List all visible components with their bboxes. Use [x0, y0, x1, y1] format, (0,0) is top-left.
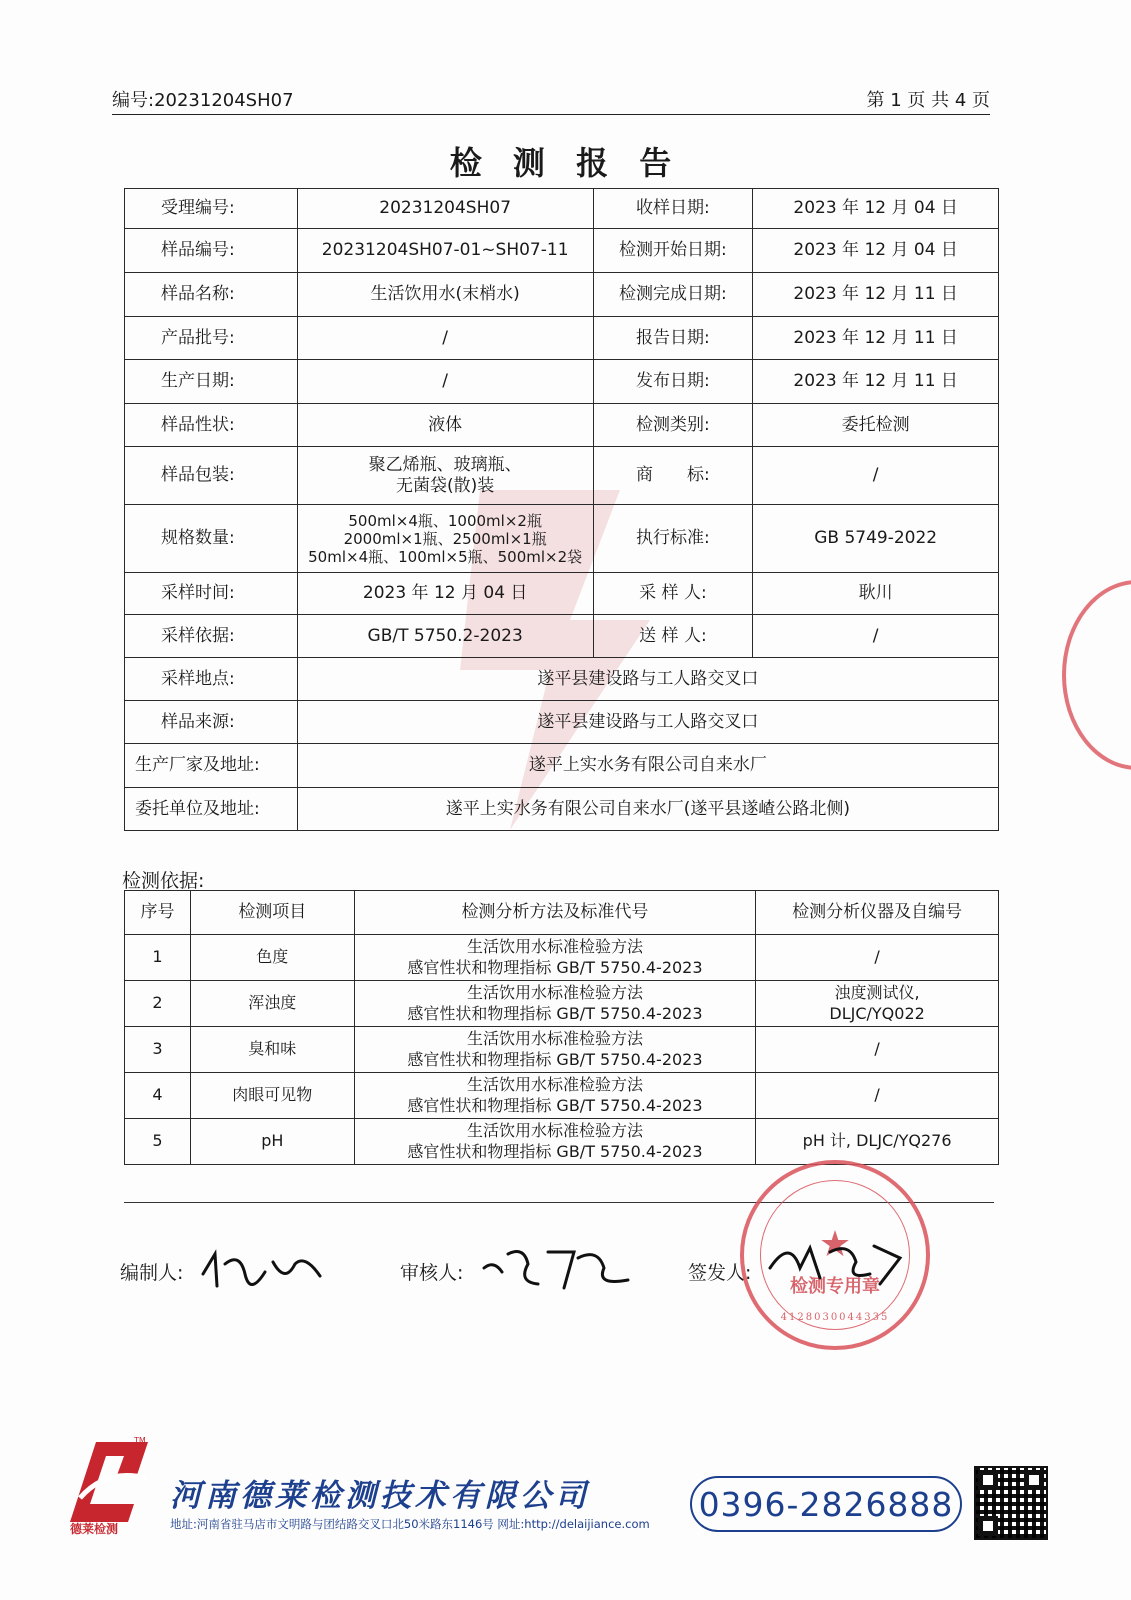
table-row	[125, 404, 999, 447]
reviewer-signature-icon	[478, 1238, 638, 1298]
label-cell: 样品编号:	[125, 229, 298, 273]
value-cell: 生活饮用水(末梢水)	[297, 273, 593, 317]
value-cell: 委托检测	[753, 404, 999, 447]
method-line: 感官性状和物理指标 GB/T 5750.4-2023	[407, 1049, 703, 1069]
value-cell: 液体	[297, 404, 593, 447]
value-cell: 耿川	[753, 573, 999, 615]
label-cell: 检测类别:	[593, 404, 753, 447]
instrument-cell	[756, 981, 999, 1027]
instrument-line: /	[874, 1039, 880, 1059]
table-row	[125, 615, 999, 658]
instrument-cell	[756, 1119, 999, 1165]
company-logo-icon	[66, 1438, 152, 1524]
row-number: 5	[125, 1119, 191, 1165]
column-header: 检测项目	[190, 891, 354, 935]
value-line: 聚乙烯瓶、玻璃瓶、	[368, 455, 522, 476]
value-cell: 2023 年 12 月 04 日	[753, 229, 999, 273]
qr-corner	[978, 1516, 998, 1536]
value-cell	[297, 505, 593, 573]
seal-text: 检测专用章	[790, 1276, 880, 1297]
method-line: 生活饮用水标准检验方法	[466, 936, 643, 956]
value-line: 500ml×4瓶、1000ml×2瓶	[348, 511, 542, 530]
company-name: 河南德莱检测技术有限公司	[170, 1478, 590, 1514]
value-line: 2000ml×1瓶、2500ml×1瓶	[343, 529, 547, 548]
method-line: 生活饮用水标准检验方法	[466, 982, 643, 1002]
value-cell	[297, 447, 593, 505]
table-row	[125, 788, 999, 831]
page-info: 第 1 页 共 4 页	[866, 90, 990, 111]
trademark-mark: TM	[134, 1436, 146, 1445]
logo-label: 德莱检测	[70, 1522, 119, 1536]
value-cell: 遂平县建设路与工人路交叉口	[297, 658, 998, 701]
value-cell: 20231204SH07-01~SH07-11	[297, 229, 593, 273]
label-cell: 送 样 人:	[593, 615, 753, 658]
label-cell: 样品包装:	[125, 447, 298, 505]
method-line: 感官性状和物理指标 GB/T 5750.4-2023	[407, 1003, 703, 1023]
label-cell: 生产厂家及地址:	[125, 744, 298, 788]
issuer-signature-icon	[760, 1228, 910, 1298]
table-row	[125, 360, 999, 404]
method-line: 生活饮用水标准检验方法	[466, 1028, 643, 1048]
label-cell: 样品名称:	[125, 273, 298, 317]
value-line: 无菌袋(散)装	[396, 475, 495, 496]
table-header-row	[125, 891, 999, 935]
value-cell: 遂平上实水务有限公司自来水厂	[297, 744, 998, 788]
row-number: 3	[125, 1027, 191, 1073]
label-cell: 产品批号:	[125, 317, 298, 360]
value-cell: 2023 年 12 月 11 日	[753, 273, 999, 317]
label-cell: 受理编号:	[125, 189, 298, 229]
document-number: 编号:20231204SH07	[112, 90, 294, 111]
sample-info-table	[124, 188, 999, 831]
value-cell: 20231204SH07	[297, 189, 593, 229]
method-cell	[354, 1119, 755, 1165]
editor-signature-icon	[195, 1244, 335, 1294]
instrument-line: pH 计, DLJC/YQ276	[802, 1131, 952, 1151]
value-cell: /	[297, 317, 593, 360]
table-row	[125, 573, 999, 615]
value-cell: GB/T 5750.2-2023	[297, 615, 593, 658]
table-row	[125, 189, 999, 229]
label-cell: 样品性状:	[125, 404, 298, 447]
reviewer-label: 审核人:	[400, 1262, 464, 1284]
label-cell: 采样时间:	[125, 573, 298, 615]
row-number: 4	[125, 1073, 191, 1119]
label-cell: 检测完成日期:	[593, 273, 753, 317]
value-cell: 2023 年 12 月 04 日	[297, 573, 593, 615]
header-divider	[112, 114, 990, 115]
instrument-line: DLJC/YQ022	[829, 1003, 925, 1023]
test-item: 浑浊度	[190, 981, 354, 1027]
table-row	[125, 1027, 999, 1073]
editor-label: 编制人:	[120, 1262, 184, 1284]
column-header: 序号	[125, 891, 191, 935]
table-row	[125, 229, 999, 273]
label-cell: 商 标:	[593, 447, 753, 505]
value-cell: GB 5749-2022	[753, 505, 999, 573]
method-line: 感官性状和物理指标 GB/T 5750.4-2023	[407, 1095, 703, 1115]
table-row	[125, 935, 999, 981]
test-basis-table	[124, 890, 999, 1165]
table-row	[125, 981, 999, 1027]
label-cell: 报告日期:	[593, 317, 753, 360]
value-cell: /	[753, 447, 999, 505]
method-line: 感官性状和物理指标 GB/T 5750.4-2023	[407, 1141, 703, 1161]
seal-number: 4128030044335	[780, 1312, 890, 1323]
value-cell: 2023 年 12 月 11 日	[753, 317, 999, 360]
value-cell: 遂平县建设路与工人路交叉口	[297, 701, 998, 744]
table-row	[125, 317, 999, 360]
issuer-label: 签发人:	[688, 1262, 752, 1284]
label-cell: 采样依据:	[125, 615, 298, 658]
method-line: 生活饮用水标准检验方法	[466, 1074, 643, 1094]
test-item: 肉眼可见物	[190, 1073, 354, 1119]
basis-section-label: 检测依据:	[122, 870, 205, 892]
table-row	[125, 701, 999, 744]
test-item: 臭和味	[190, 1027, 354, 1073]
value-cell: /	[297, 360, 593, 404]
label-cell: 执行标准:	[593, 505, 753, 573]
method-line: 感官性状和物理指标 GB/T 5750.4-2023	[407, 957, 703, 977]
instrument-cell	[756, 935, 999, 981]
report-header	[112, 82, 990, 112]
value-cell: /	[753, 615, 999, 658]
table-row	[125, 1073, 999, 1119]
table-row	[125, 447, 999, 505]
label-cell: 样品来源:	[125, 701, 298, 744]
method-cell	[354, 935, 755, 981]
label-cell: 委托单位及地址:	[125, 788, 298, 831]
seal-star-icon: ★	[818, 1224, 852, 1265]
label-cell: 规格数量:	[125, 505, 298, 573]
instrument-cell	[756, 1073, 999, 1119]
company-address: 地址:河南省驻马店市文明路与团结路交叉口北50米路东1146号 网址:http://delaijiance.com	[170, 1517, 650, 1531]
report-title: 检 测 报 告	[449, 144, 682, 182]
value-cell: 遂平上实水务有限公司自来水厂(遂平县遂嵖公路北侧)	[297, 788, 998, 831]
qr-corner	[978, 1470, 998, 1490]
label-cell: 采 样 人:	[593, 573, 753, 615]
company-phone: 0396-2826888	[690, 1476, 962, 1532]
table-row	[125, 744, 999, 788]
method-cell	[354, 1027, 755, 1073]
row-number: 2	[125, 981, 191, 1027]
value-cell: 2023 年 12 月 11 日	[753, 360, 999, 404]
table-row	[125, 1119, 999, 1165]
table-row	[125, 273, 999, 317]
table-row	[125, 658, 999, 701]
instrument-cell	[756, 1027, 999, 1073]
qr-code-icon	[974, 1466, 1048, 1540]
edge-seal-icon	[1062, 580, 1131, 770]
value-line: 50ml×4瓶、100ml×5瓶、500ml×2袋	[308, 547, 583, 566]
column-header: 检测分析仪器及自编号	[756, 891, 999, 935]
label-cell: 检测开始日期:	[593, 229, 753, 273]
instrument-line: /	[874, 1085, 880, 1105]
label-cell: 发布日期:	[593, 360, 753, 404]
qr-corner	[1024, 1470, 1044, 1490]
table-row	[125, 505, 999, 573]
label-cell: 收样日期:	[593, 189, 753, 229]
method-cell	[354, 981, 755, 1027]
label-cell: 生产日期:	[125, 360, 298, 404]
instrument-line: 浊度测试仪,	[834, 982, 920, 1002]
method-cell	[354, 1073, 755, 1119]
column-header: 检测分析方法及标准代号	[354, 891, 755, 935]
value-cell: 2023 年 12 月 04 日	[753, 189, 999, 229]
row-number: 1	[125, 935, 191, 981]
instrument-line: /	[874, 947, 880, 967]
label-cell: 采样地点:	[125, 658, 298, 701]
method-line: 生活饮用水标准检验方法	[466, 1120, 643, 1140]
test-item: pH	[190, 1119, 354, 1165]
test-item: 色度	[190, 935, 354, 981]
